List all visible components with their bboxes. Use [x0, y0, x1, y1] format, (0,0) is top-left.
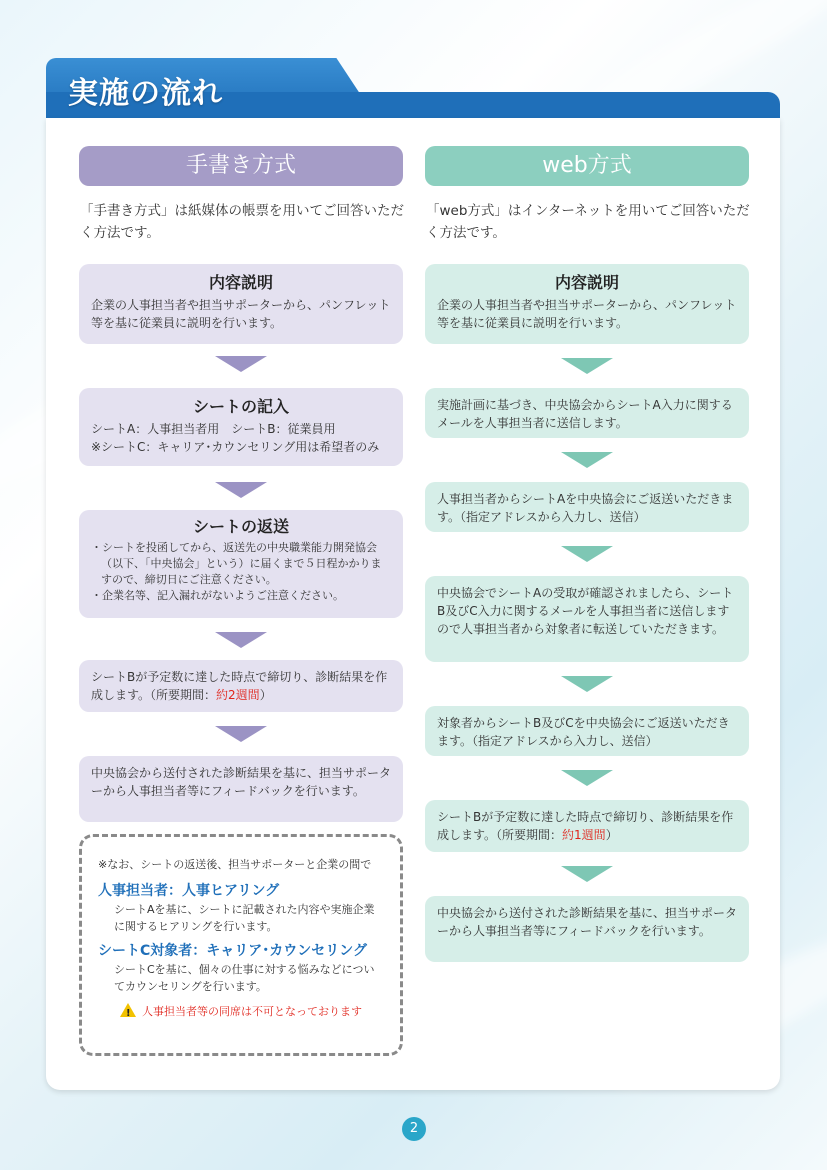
step-text: ）	[605, 828, 618, 842]
flow-arrow	[215, 632, 267, 648]
step-title: シートの記入	[192, 397, 289, 416]
warning-line	[98, 1003, 384, 1021]
warning-icon	[120, 1003, 136, 1017]
step-title: 内容説明	[208, 273, 273, 292]
note-heading-career-counseling: シートC対象者：キャリア･カウンセリング	[98, 943, 367, 959]
page-number: 2	[402, 1117, 426, 1141]
step-text: シートBが予定数に達した時点で締切り、診断結果を作成します。（所要期間：	[91, 670, 388, 702]
flow-arrow	[561, 546, 613, 562]
left-step-diagnosis	[79, 660, 403, 712]
left-step-feedback	[79, 756, 403, 822]
right-step-feedback	[425, 896, 749, 962]
duration-highlight: 約1週間	[562, 828, 606, 842]
note-heading-hr-hearing: 人事担当者：人事ヒアリング	[98, 883, 280, 899]
flow-arrow	[215, 726, 267, 742]
step-body: 人事担当者からシートAを中央協会にご返送いただきます。（指定アドレスから入力し、送信）	[437, 492, 734, 524]
flow-arrow	[561, 358, 613, 374]
page-title: 実施の流れ	[68, 76, 223, 111]
flow-arrow	[561, 676, 613, 692]
left-step-fill-sheet	[79, 388, 403, 466]
right-step-diagnosis	[425, 800, 749, 852]
right-step-send-mail-a	[425, 388, 749, 438]
flow-arrow	[215, 356, 267, 372]
note-body: シートCを基に、個々の仕事に対する悩みなどについてカウンセリングを行います。	[114, 963, 375, 993]
handwritten-method-header: 手書き方式	[79, 146, 403, 186]
step-text: ）	[259, 688, 272, 702]
warning-text: 人事担当者等の同席は不可となっております	[142, 1005, 362, 1018]
step-body: 企業の人事担当者や担当サポーターから、パンフレット等を基に従業員に説明を行います。	[437, 298, 737, 330]
note-intro: ※なお、シートの返送後、担当サポーターと企業の間で	[98, 858, 372, 871]
step-body: 中央協会から送付された診断結果を基に、担当サポーターから人事担当者等にフィードバックを行います。	[437, 906, 738, 938]
note-box	[79, 834, 403, 1056]
right-step-return-bc	[425, 706, 749, 756]
flow-arrow	[561, 770, 613, 786]
web-intro: 「web方式」はインターネットを用いてご回答いただく方法です。	[426, 203, 750, 241]
step-line: シートA：人事担当者用 シートB：従業員用	[91, 422, 336, 436]
step-text: シートBが予定数に達した時点で締切り、診断結果を作成します。（所要期間：	[437, 810, 734, 842]
web-method-header: web方式	[425, 146, 749, 186]
step-title: 内容説明	[554, 273, 619, 292]
step-body: 実施計画に基づき、中央協会からシートA入力に関するメールを人事担当者に送信します。	[437, 398, 733, 430]
flow-arrow	[561, 866, 613, 882]
step-line: ※シートC：キャリア･カウンセリング用は希望者のみ	[91, 440, 380, 454]
step-body: 対象者からシートB及びCを中央協会にご返送いただきます。（指定アドレスから入力し、送信）	[437, 716, 730, 748]
step-body: 中央協会から送付された診断結果を基に、担当サポーターから人事担当者等にフィードバックを行います。	[91, 766, 392, 798]
step-bullet: ・企業名等、記入漏れがないようご注意ください。	[91, 589, 344, 602]
right-step-send-mail-bc	[425, 576, 749, 662]
flow-arrow	[215, 482, 267, 498]
step-body: 企業の人事担当者や担当サポーターから、パンフレット等を基に従業員に説明を行います。	[91, 298, 391, 330]
note-body: シートAを基に、シートに記載された内容や実施企業に関するヒアリングを行います。	[114, 903, 375, 933]
flow-arrow	[561, 452, 613, 468]
step-title: シートの返送	[192, 517, 289, 536]
handwritten-intro: 「手書き方式」は紙媒体の帳票を用いてご回答いただく方法です。	[80, 203, 404, 241]
duration-highlight: 約2週間	[216, 688, 260, 702]
step-bullet: ・シートを投函してから、返送先の中央職業能力開発協会（以下、「中央協会」という）に届くまで５日程かかりますので、締切日にご注意ください。	[91, 541, 382, 586]
right-step-explanation	[425, 264, 749, 344]
step-body: 中央協会でシートAの受取が確認されましたら、シートB及びC入力に関するメールを人事担当者に送信しますので人事担当者から対象者に転送していただきます。	[437, 586, 734, 636]
left-step-return-sheet	[79, 510, 403, 618]
left-step-explanation	[79, 264, 403, 344]
right-step-return-a	[425, 482, 749, 532]
